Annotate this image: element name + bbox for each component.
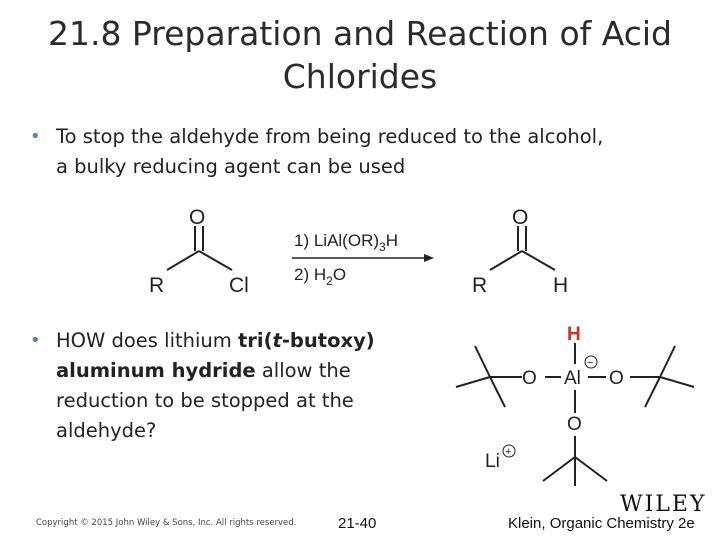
reaction-arrow-head	[424, 254, 434, 262]
minus-charge-label: −	[587, 357, 594, 369]
step-1-label: 1) $LiAl(OR)_3H$	[294, 231, 398, 254]
page-number: 21-40	[338, 515, 377, 532]
bullet-2-line-2: aluminum hydride allow the	[56, 359, 351, 382]
reagent-o-right-label: O	[609, 368, 624, 389]
reagent-li-label: Li	[485, 451, 500, 472]
reactant-cl-label: Cl	[229, 274, 249, 297]
product-aldehyde	[490, 226, 555, 270]
title-line-2: Chlorides	[282, 57, 438, 96]
bullet-2-line-3: reduction to be stopped at the	[56, 389, 354, 412]
product-h-label: H	[553, 274, 569, 297]
bullet-1-line-1: To stop the aldehyde from being reduced to the alcohol,	[56, 125, 604, 148]
reactant-o-label: O	[189, 206, 206, 229]
product-o-label: O	[512, 206, 529, 229]
reactant-acid-chloride	[167, 226, 232, 270]
title-line-1: 21.8 Preparation and Reaction of Acid	[47, 14, 673, 53]
bullet-dot-icon: •	[30, 330, 41, 351]
copyright-text: Copyright © 2015 John Wiley & Sons, Inc. All rights reserved.	[36, 518, 297, 528]
publisher-logo: WILEY	[620, 492, 707, 517]
reagent-o-bottom-label: O	[567, 414, 582, 435]
step-2-label: 2) $H_2O$	[294, 265, 347, 288]
bullet-2	[30, 326, 436, 446]
product-r-label: R	[472, 274, 488, 297]
reagent-al-label: Al	[564, 368, 581, 389]
plus-charge-label: +	[505, 446, 512, 458]
reactant-r-label: R	[149, 274, 165, 297]
bullet-2-line-1: HOW does lithium tri(t-butoxy)	[56, 329, 375, 352]
reagent-o-left-label: O	[522, 368, 537, 389]
bullet-1-line-2: a bulky reducing agent can be used	[56, 155, 406, 178]
bullet-dot-icon: •	[30, 126, 41, 147]
reagent-h-label: H	[567, 324, 581, 345]
book-citation: Klein, Organic Chemistry 2e	[508, 515, 695, 532]
bullet-2-line-4: aldehyde?	[56, 419, 157, 442]
